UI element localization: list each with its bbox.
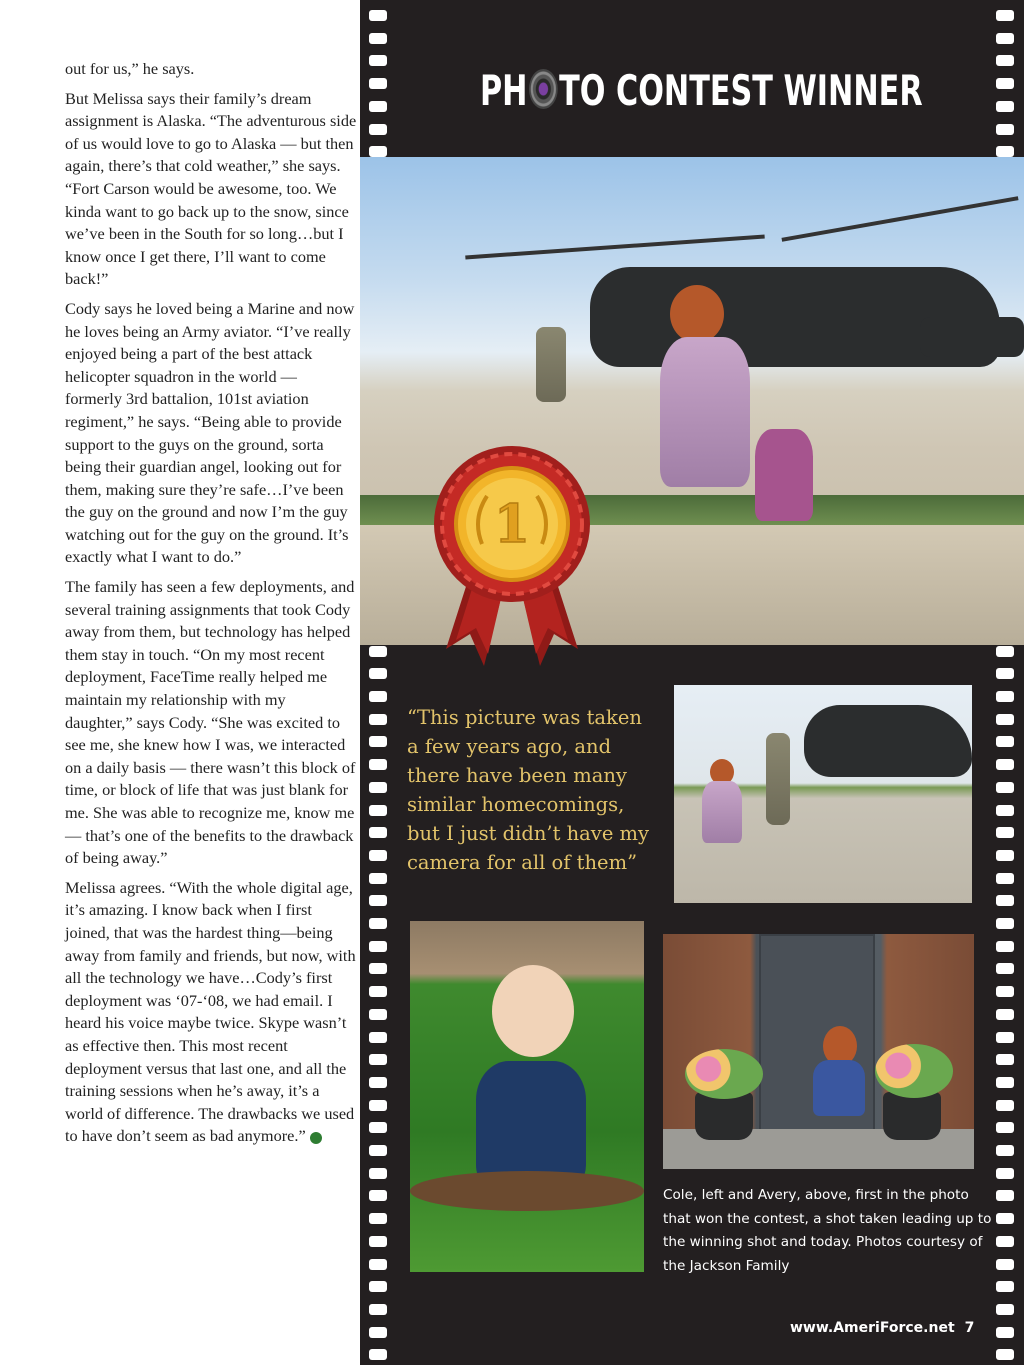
film-perforation xyxy=(369,895,387,906)
rotor-blade xyxy=(465,235,765,260)
helicopter xyxy=(804,705,972,777)
girl-dress xyxy=(660,337,750,487)
film-perforation xyxy=(996,1304,1014,1315)
film-perforation xyxy=(996,1032,1014,1043)
film-perforation xyxy=(369,1349,387,1360)
film-perforation xyxy=(369,986,387,997)
film-perforation xyxy=(369,78,387,89)
film-perforation xyxy=(996,805,1014,816)
film-perforation xyxy=(369,759,387,770)
film-perforation xyxy=(996,736,1014,747)
flower-bunch xyxy=(685,1049,763,1099)
film-perforation xyxy=(996,1281,1014,1292)
film-perforation xyxy=(996,668,1014,679)
film-perforation xyxy=(996,1213,1014,1224)
film-perforation xyxy=(369,805,387,816)
title-text-start: PH xyxy=(480,66,528,115)
film-perforation xyxy=(369,1281,387,1292)
film-strip-panel xyxy=(360,0,1024,1365)
film-perforation xyxy=(996,146,1014,157)
film-perforation xyxy=(369,646,387,657)
film-perforation xyxy=(369,1259,387,1270)
girl-dress xyxy=(813,1060,865,1116)
film-perforation xyxy=(996,1168,1014,1179)
film-perforation xyxy=(996,1190,1014,1201)
film-perforation xyxy=(369,1145,387,1156)
film-perforation xyxy=(369,736,387,747)
page-title xyxy=(480,66,923,116)
film-perforation xyxy=(369,1032,387,1043)
film-perforation xyxy=(369,146,387,157)
film-perforation xyxy=(369,691,387,702)
ribbon-rank: 1 xyxy=(493,494,531,555)
doorstep-photo xyxy=(663,934,974,1169)
film-perforation xyxy=(369,963,387,974)
film-perforation xyxy=(369,1190,387,1201)
rotor-blade xyxy=(781,196,1018,242)
article-paragraph: Cody says he loved being a Marine and now he loves being an Army aviator. “I’ve really enjoyed being a part of the best attack helicopter squadron in the world — formerly 3rd battalion, 101st aviation regiment,” he says. “Being able to provide support to the guys on the ground, sorta being their guardian angel, looking out for them, making sure they’re safe…I’ve been the guy on the ground and now I’m the guy watching out for the guy on the ground. It’s exactly what I want to do.” xyxy=(65,298,355,567)
film-perforation xyxy=(369,1236,387,1247)
film-perforation xyxy=(369,10,387,21)
film-perforation xyxy=(369,782,387,793)
film-perforation xyxy=(996,873,1014,884)
article-paragraph: The family has seen a few deployments, and several training assignments that took Cody away from them, but technology has helped them stay in touch. “On my most recent deployment, FaceTime really helped me maintain my relationship with my daughter,” says Cody. “She was excited to see me, she knew how I was, we interacted on a daily basis — there wasn’t this block of time, or block of life that was just blank for me. She was able to recognize me, know me — that’s one of the benefits to the drawback of being away.” xyxy=(65,577,356,868)
film-perforation xyxy=(996,986,1014,997)
article-paragraph-text: Melissa agrees. “With the whole digital age, it’s amazing. I know back when I first joined, that was the hardest thing—being away from family and friends, but now, with all the technology we have…Cody’s first deployment was ‘07-‘08, we had email. I heard his voice maybe twice. Skype wasn’t as effective then. This most recent deployment versus that last one, and all the training sessions when he’s away, it’s a world of difference. The drawbacks we used to have don’t seem as bad anymore.” xyxy=(65,877,356,1146)
film-perforation xyxy=(996,714,1014,725)
film-perforation xyxy=(996,1009,1014,1020)
purple-jacket xyxy=(755,429,813,521)
flower-bunch xyxy=(875,1044,953,1098)
article-paragraph xyxy=(65,877,357,1148)
page-footer xyxy=(790,1320,980,1336)
film-perforation xyxy=(369,1304,387,1315)
article-paragraph: But Melissa says their family’s dream assignment is Alaska. “The adventurous side of us would love to go to Alaska — but then again, there’s that cold weather,” she says. “Fort Carson would be awesome, too. We kinda want to go back up to the snow, since we’ve been in the South for so long…but I know once I get there, I’ll want to come back!” xyxy=(65,88,357,289)
film-perforation xyxy=(369,1077,387,1088)
film-perforation xyxy=(996,1054,1014,1065)
film-perforation xyxy=(996,101,1014,112)
camera-lens-icon xyxy=(529,69,558,109)
film-perforation xyxy=(996,918,1014,929)
film-perforation xyxy=(996,1077,1014,1088)
film-perforation xyxy=(996,941,1014,952)
film-perforation xyxy=(369,55,387,66)
baby-face xyxy=(492,965,574,1057)
title-text-end: TO CONTEST WINNER xyxy=(559,66,923,115)
page-number: 7 xyxy=(964,1320,975,1336)
film-perforation xyxy=(996,1100,1014,1111)
film-perforation xyxy=(369,1168,387,1179)
film-perforation xyxy=(996,1259,1014,1270)
film-perforation xyxy=(996,646,1014,657)
film-perforation xyxy=(369,124,387,135)
flower-planter xyxy=(883,1092,941,1140)
article-paragraph: out for us,” he says. xyxy=(65,59,195,78)
film-perforation xyxy=(996,963,1014,974)
soldier-figure xyxy=(536,327,566,402)
twig-nest xyxy=(410,1171,644,1211)
film-perforation xyxy=(369,1009,387,1020)
film-perforation xyxy=(996,1236,1014,1247)
film-perforation xyxy=(996,124,1014,135)
film-perforation xyxy=(369,1213,387,1224)
soldier-figure xyxy=(766,733,790,825)
film-perforation xyxy=(996,1122,1014,1133)
film-perforation xyxy=(369,668,387,679)
girl-dress xyxy=(702,781,742,843)
film-perforation xyxy=(369,101,387,112)
pull-quote: “This picture was taken a few years ago, and there have been many similar homecomings, but I just didn’t have my camera for all of them” xyxy=(407,706,650,874)
film-perforation xyxy=(369,1054,387,1065)
film-perforation xyxy=(996,691,1014,702)
film-perforation xyxy=(369,850,387,861)
film-perforation xyxy=(369,827,387,838)
film-perforation xyxy=(996,895,1014,906)
film-perforation xyxy=(996,78,1014,89)
film-perforation xyxy=(996,33,1014,44)
film-perforation xyxy=(369,33,387,44)
helicopter-photo xyxy=(674,685,972,903)
article-column xyxy=(65,58,357,1155)
helicopter-tail xyxy=(920,317,1024,357)
film-perforation xyxy=(369,1100,387,1111)
girl-hair xyxy=(670,285,724,343)
flower-planter xyxy=(695,1092,753,1140)
film-perforation xyxy=(996,55,1014,66)
film-perforation xyxy=(369,918,387,929)
film-perforation xyxy=(996,759,1014,770)
photo-caption: Cole, left and Avery, above, first in the photo that won the contest, a shot taken leading up to the winning shot and today. Photos courtesy of the Jackson Family xyxy=(663,1187,992,1274)
first-place-ribbon-icon xyxy=(432,444,592,666)
film-perforation xyxy=(369,714,387,725)
end-mark-icon xyxy=(310,1132,322,1144)
film-perforation xyxy=(996,1327,1014,1338)
film-perforation xyxy=(369,1122,387,1133)
site-url: www.AmeriForce.net xyxy=(790,1320,955,1336)
film-perforation xyxy=(369,941,387,952)
film-perforation xyxy=(996,10,1014,21)
film-perforation xyxy=(996,782,1014,793)
film-perforation xyxy=(369,873,387,884)
film-perforation xyxy=(369,1327,387,1338)
film-perforation xyxy=(996,1349,1014,1360)
film-perforation xyxy=(996,850,1014,861)
baby-photo xyxy=(410,921,644,1272)
film-perforation xyxy=(996,827,1014,838)
film-perforation xyxy=(996,1145,1014,1156)
